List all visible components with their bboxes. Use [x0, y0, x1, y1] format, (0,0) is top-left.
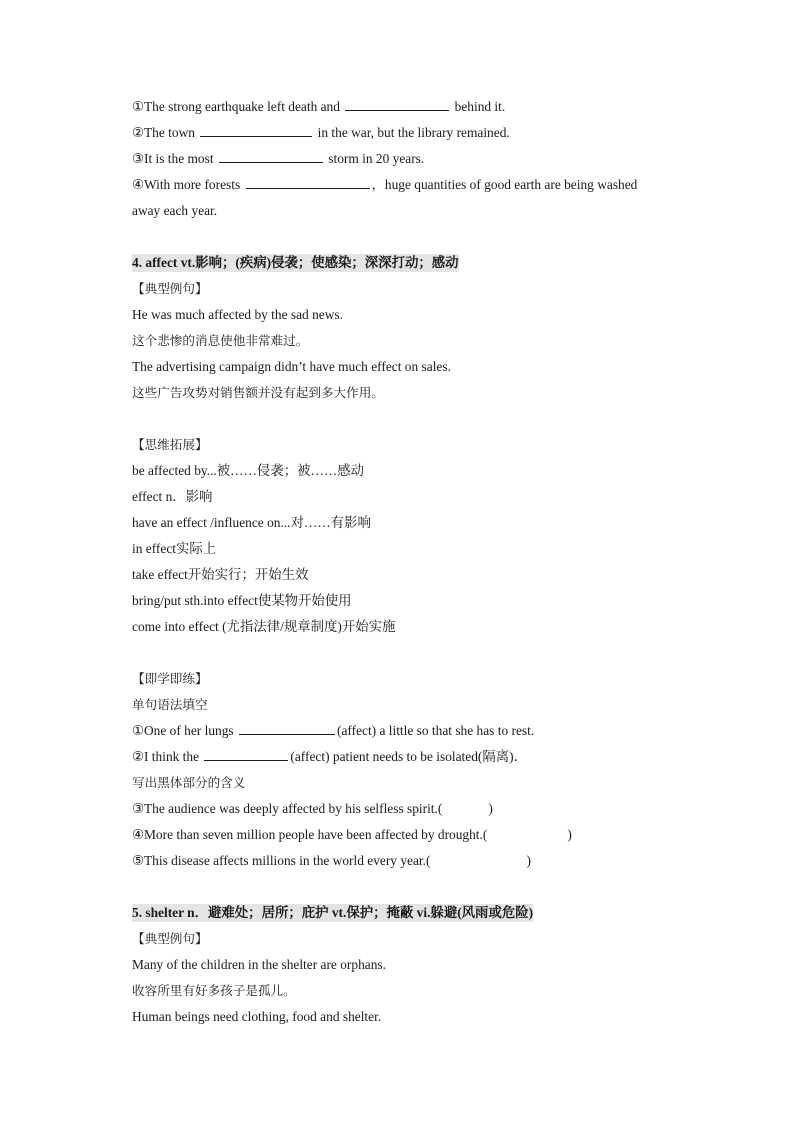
exercise-line-2 — [132, 124, 510, 142]
question-text: (affect) a little so that she has to rest. — [336, 723, 535, 738]
section-heading-shelter: 5. shelter n．避难处；居所；庇护 vt.保护；掩蔽 vi.躲避(风雨或危险) — [132, 905, 534, 920]
exercise-text: in the war, but the library remained. — [314, 125, 510, 140]
exercise-text: ④With more forests — [132, 177, 244, 192]
question-text: ④More than seven million people have been affected by drought.( — [132, 827, 488, 842]
exercise-line-1 — [132, 98, 505, 116]
question-text: ①One of her lungs — [132, 723, 237, 738]
exercise-text: ②The town — [132, 125, 199, 140]
exercise-text: behind it. — [451, 99, 506, 114]
question-text: ) — [567, 827, 572, 842]
examples-label: 【典型例句】 — [132, 931, 208, 946]
question-text: ⑤This disease affects millions in the world every year.( — [132, 853, 431, 868]
example-sentence-en: He was much affected by the sad news. — [132, 307, 343, 322]
example-sentence-cn: 收容所里有好多孩子是孤儿。 — [132, 983, 296, 998]
exercise-text: storm in 20 years. — [324, 151, 425, 166]
example-sentence-en: The advertising campaign didn’t have much effect on sales. — [132, 359, 451, 374]
fill-blank[interactable] — [204, 748, 288, 761]
expansion-item: be affected by...被……侵袭；被……感动 — [132, 463, 365, 478]
practice-question-5 — [132, 852, 531, 870]
expansion-label: 【思维拓展】 — [132, 437, 208, 452]
example-sentence-en: Many of the children in the shelter are orphans. — [132, 957, 386, 972]
fill-blank[interactable] — [239, 722, 335, 735]
question-text: ) — [526, 853, 531, 868]
fill-blank[interactable] — [219, 150, 323, 163]
example-sentence-cn: 这个悲惨的消息使他非常难过。 — [132, 333, 309, 348]
practice-label: 【即学即练】 — [132, 671, 208, 686]
question-text: ) — [488, 801, 493, 816]
examples-label: 【典型例句】 — [132, 281, 208, 296]
exercise-text: ，huge quantities of good earth are being washed — [371, 177, 638, 192]
expansion-item: effect n．影响 — [132, 489, 213, 504]
example-sentence-cn: 这些广告攻势对销售额并没有起到多大作用。 — [132, 385, 384, 400]
question-text: ③The audience was deeply affected by his selfless spirit.( — [132, 801, 443, 816]
exercise-line-4 — [132, 176, 637, 194]
exercise-text: ①The strong earthquake left death and — [132, 99, 344, 114]
exercise-line-5: away each year. — [132, 203, 218, 218]
example-sentence-en: Human beings need clothing, food and shelter. — [132, 1009, 382, 1024]
practice-subheading: 单句语法填空 — [132, 697, 208, 712]
expansion-item: have an effect /influence on...对……有影响 — [132, 515, 371, 530]
exercise-line-3 — [132, 150, 424, 168]
fill-blank[interactable] — [246, 176, 370, 189]
fill-blank[interactable] — [200, 124, 312, 137]
practice-question-2 — [132, 748, 527, 766]
exercise-text: ③It is the most — [132, 151, 217, 166]
question-text: ②I think the — [132, 749, 203, 764]
practice-question-3 — [132, 800, 493, 818]
expansion-item: bring/put sth.into effect使某物开始使用 — [132, 593, 352, 608]
expansion-item: in effect实际上 — [132, 541, 217, 556]
section-heading-affect: 4. affect vt.影响；(疾病)侵袭；使感染；深深打动；感动 — [132, 255, 459, 270]
practice-question-1 — [132, 722, 534, 740]
practice-subheading: 写出黑体部分的含义 — [132, 775, 246, 790]
fill-blank[interactable] — [345, 98, 449, 111]
expansion-item: come into effect (尤指法律/规章制度)开始实施 — [132, 619, 396, 634]
practice-question-4 — [132, 826, 572, 844]
question-text: (affect) patient needs to be isolated(隔离)． — [290, 749, 528, 764]
expansion-item: take effect开始实行；开始生效 — [132, 567, 309, 582]
